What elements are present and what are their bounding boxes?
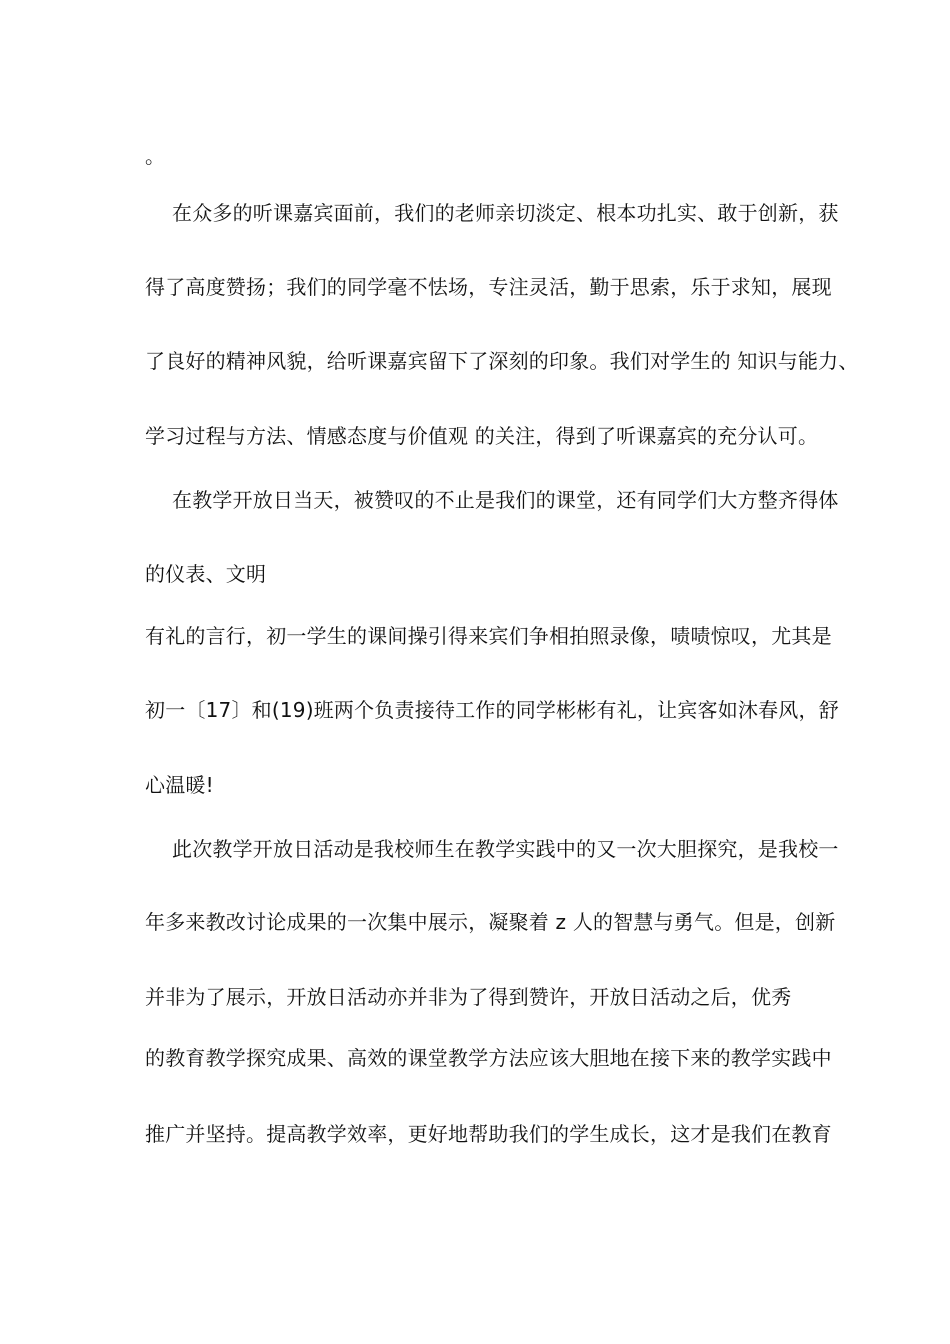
- text-line-6: 在教学开放日当天，被赞叹的不止是我们的课堂，还有同学们大方整齐得体: [172, 488, 839, 512]
- text-line-12: 年多来教改讨论成果的一次集中展示，凝聚着 z 人的智慧与勇气。但是，创新: [145, 910, 836, 934]
- text-line-4: 了良好的精神风貌，给听课嘉宾留下了深刻的印象。我们对学生的 知识与能力、: [145, 349, 859, 373]
- text-line-14: 的教育教学探究成果、高效的课堂教学方法应该大胆地在接下来的教学实践中: [145, 1046, 832, 1070]
- text-line-13: 并非为了展示，开放日活动亦并非为了得到赞许，开放日活动之后，优秀: [145, 985, 792, 1009]
- text-line-10: 心温暖!: [145, 773, 214, 797]
- text-line-5: 学习过程与方法、情感态度与价值观 的关注，得到了听课嘉宾的充分认可。: [145, 424, 819, 448]
- text-line-8: 有礼的言行，初一学生的课间操引得来宾们争相拍照录像，啧啧惊叹，尤其是: [145, 624, 832, 648]
- text-line-1: 。: [145, 144, 166, 168]
- text-line-9: 初一〔17〕和(19)班两个负责接待工作的同学彬彬有礼，让宾客如沐春风，舒: [145, 698, 839, 722]
- text-line-11: 此次教学开放日活动是我校师生在教学实践中的又一次大胆探究，是我校一: [172, 837, 839, 861]
- text-line-2: 在众多的听课嘉宾面前，我们的老师亲切淡定、根本功扎实、敢于创新，获: [172, 201, 839, 225]
- text-line-15: 推广并坚持。提高教学效率，更好地帮助我们的学生成长，这才是我们在教育: [145, 1122, 832, 1146]
- text-line-3: 得了高度赞扬；我们的同学毫不怯场，专注灵活，勤于思索，乐于求知，展现: [145, 275, 832, 299]
- text-line-7: 的仪表、文明: [145, 562, 267, 586]
